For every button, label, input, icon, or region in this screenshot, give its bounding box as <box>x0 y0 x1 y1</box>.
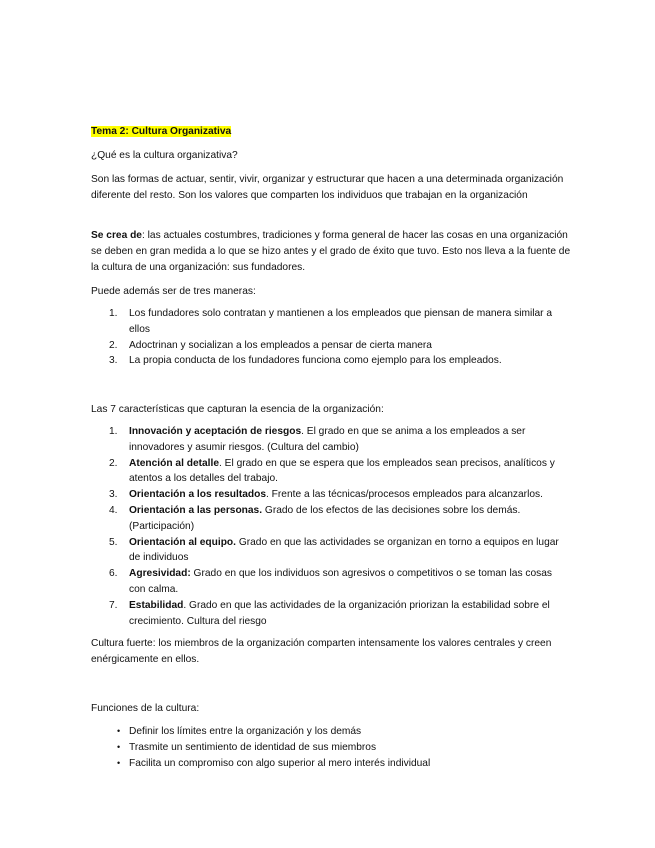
bullet-icon: • <box>117 726 121 736</box>
list-number: 3. <box>109 355 118 367</box>
characteristics-intro: Las 7 características que capturan la esencia de la organización: <box>91 404 384 415</box>
page-title-line <box>91 124 571 140</box>
bullet-icon: • <box>117 741 121 752</box>
characteristic-text: Grado en que los individuos son agresivos o competitivos o se toman las cosas con calma. <box>129 568 553 595</box>
list-number: 2. <box>109 339 118 351</box>
creation-paragraph <box>91 228 571 275</box>
ways-intro: Puede además ser de tres maneras: <box>91 286 256 297</box>
list-number: 7. <box>109 599 118 611</box>
list-item-text: La propia conducta de los fundadores funciona como ejemplo para los empleados. <box>129 355 502 367</box>
characteristic-term: Orientación a las personas. <box>129 504 263 516</box>
list-item-text: Los fundadores solo contratan y mantienen a los empleados que piensan de manera similar a ellos <box>129 308 553 335</box>
list-number: 5. <box>109 536 118 548</box>
characteristic-term: Atención al detalle <box>129 457 220 469</box>
list-item <box>91 756 571 772</box>
characteristics-list <box>91 424 571 629</box>
list-number: 1. <box>109 426 118 437</box>
list-item-text: Facilita un compromiso con algo superior al mero interés individual <box>129 757 431 769</box>
list-item <box>91 598 571 630</box>
creation-label: Se crea de <box>91 230 142 241</box>
list-number: 4. <box>109 504 118 516</box>
ways-list <box>91 306 571 369</box>
creation-text: : las actuales costumbres, tradiciones y forma general de hacer las cosas en una organización se deben en gran medida a lo que se hizo antes y el grado de éxito que tuvo. Esto nos lleva a la fuente de la cultura de una organización: sus fundadores. <box>91 230 571 273</box>
list-number: 3. <box>109 489 118 501</box>
characteristic-text: Grado en que las actividades se organizan en torno a equipos en lugar de individuos <box>129 536 559 564</box>
functions-intro: Funciones de la cultura: <box>91 703 200 714</box>
list-number: 6. <box>109 568 118 580</box>
list-item-text: Trasmite un sentimiento de identidad de sus miembros <box>129 741 377 753</box>
characteristic-text: . Grado en que las actividades de la organización priorizan la estabilidad sobre el crecimiento. Cultura del riesgo <box>129 599 550 627</box>
functions-list <box>91 724 571 771</box>
characteristic-term: Estabilidad <box>129 599 184 611</box>
strong-culture-paragraph: Cultura fuerte: los miembros de la organización comparten intensamente los valores centrales y creen enérgicamente en ellos. <box>91 638 552 665</box>
list-item <box>91 456 571 488</box>
list-item <box>91 740 571 756</box>
page-title: Tema 2: Cultura Organizativa <box>91 126 232 137</box>
definition-paragraph: Son las formas de actuar, sentir, vivir, organizar y estructurar que hacen a una determinada organización diferente del resto. Son los valores que comparten los individuos que trabajan en la organización <box>91 174 564 201</box>
characteristic-text: . El grado en que se espera que los empleados sean precisos, analíticos y atentos a los detalles del trabajo. <box>129 457 555 485</box>
list-item-text: Definir los límites entre la organización y los demás <box>129 726 362 737</box>
characteristic-term: Orientación a los resultados <box>129 489 267 501</box>
characteristic-term: Orientación al equipo. <box>129 536 236 548</box>
list-item <box>91 353 571 369</box>
bullet-icon: • <box>117 757 121 768</box>
characteristic-term: Agresividad: <box>129 568 191 580</box>
list-item <box>91 487 571 503</box>
characteristic-text: Grado de los efectos de las decisiones sobre los demás. (Participación) <box>129 504 521 532</box>
list-item <box>91 535 571 567</box>
list-number: 2. <box>109 457 118 469</box>
list-item <box>91 338 571 354</box>
list-number: 1. <box>109 308 118 319</box>
characteristic-text: . Frente a las técnicas/procesos empleados para alcanzarlos. <box>266 489 543 501</box>
list-item <box>91 503 571 535</box>
question-heading: ¿Qué es la cultura organizativa? <box>91 150 238 161</box>
list-item <box>91 566 571 598</box>
characteristic-text: . El grado en que se anima a los empleados a ser innovadores y asumir riesgos. (Cultura del cambio) <box>129 426 526 453</box>
list-item <box>91 724 571 740</box>
list-item <box>91 424 571 456</box>
characteristic-term: Innovación y aceptación de riesgos <box>129 426 302 437</box>
list-item <box>91 306 571 338</box>
list-item-text: Adoctrinan y socializan a los empleados a pensar de cierta manera <box>129 339 432 351</box>
